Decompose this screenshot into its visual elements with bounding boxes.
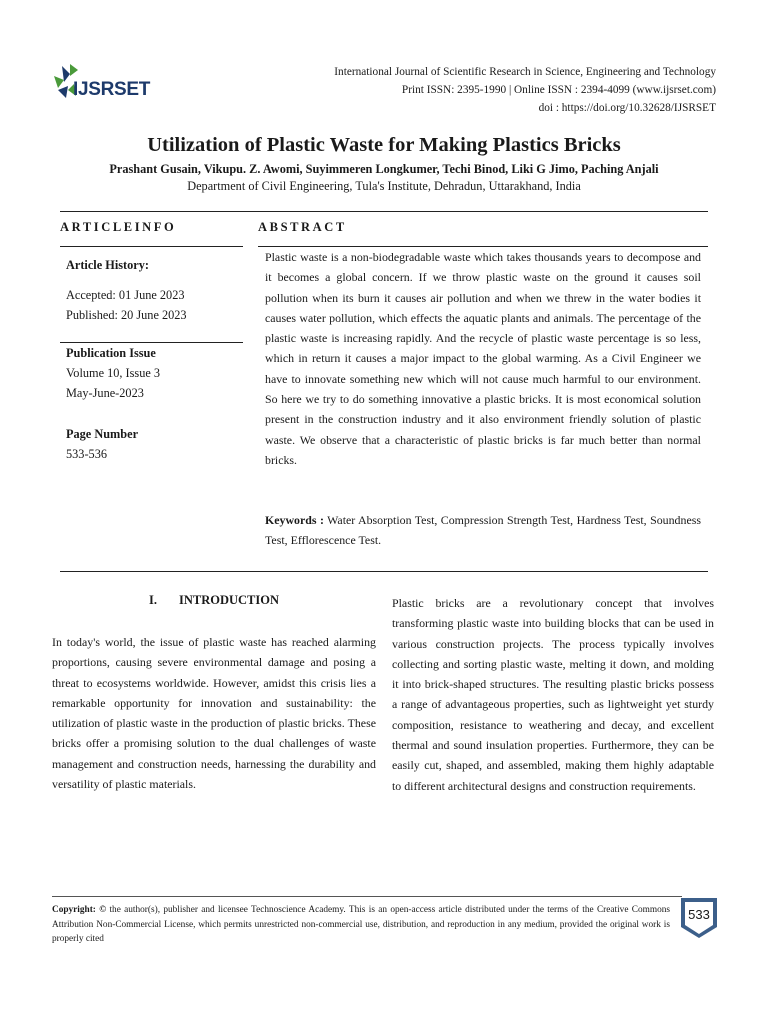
keywords	[265, 510, 701, 551]
abstract-bottom-divider	[60, 571, 708, 572]
copyright-label: Copyright: ©	[52, 905, 107, 915]
period: May-June-2023	[66, 386, 144, 400]
article-history	[66, 255, 187, 325]
header-divider	[60, 211, 708, 212]
journal-info	[334, 63, 716, 117]
pages: 533-536	[66, 447, 107, 461]
intro-left-column: In today's world, the issue of plastic waste has reached alarming proportions, causing severe environmental damage and posing a threat to ecosystems worldwide. However, amidst this crisis lies a remarkable opportunity for innovation and sustainability: the utilization of plastic waste in the production of plastic bricks. These bricks offer a promising solution to the dual challenges of waste management and construction needs, harnessing the durability and versatility of plastic materials.	[52, 635, 376, 792]
publication-label: Publication Issue	[66, 346, 156, 360]
info-divider	[60, 246, 243, 247]
page-number-block	[66, 424, 138, 464]
intro-number: I.	[148, 593, 157, 607]
abstract-text: Plastic waste is a non-biodegradable waste which takes thousands years to decompose and it becomes a global concern. If we throw plastic waste on the ground it causes soil pollution when its burn it causes air pollution and when we threw in the water bodies it causes water pollution, which effects the aquatic plants and animals. The percentage of the plastic waste is increasing rapidly. And the recycle of plastic waste percentage is so less, which in return it causes a major impact to the global warming. As a Civil Engineer we have to innovate something new which will not cause much harmful to our environment. So here we try to do something innovative a plastic bricks. It is most economical solution present in the construction industry and it also environment friendly solution of plastic waste. We observe that a characteristic of plastic bricks is far much better than normal bricks.	[265, 250, 701, 467]
journal-name: International Journal of Scientific Research in Science, Engineering and Technology	[334, 66, 716, 78]
keywords-list: Water Absorption Test, Compression Strength Test, Hardness Test, Soundness Test, Efflorescence Test.	[265, 513, 701, 548]
copyright-text: the author(s), publisher and licensee Technoscience Academy. This is an open-access article distributed under the terms of the Creative Commons Attribution Non-Commercial License, which permits unrestricted non-commercial use, distribution, and reproduction in any medium, provided the original work is properly cited	[52, 905, 670, 944]
intro-right-column: Plastic bricks are a revolutionary concept that involves transforming plastic waste into building blocks that can be used in various construction projects. The process typically involves collecting and sorting plastic waste, melting it down, and molding it into brick-shaped structures. The resulting plastic bricks possess a range of advantageous properties, such as lightweight yet sturdy composition, resistance to weathering and decay, and excellent thermal and sound insulation properties. Furthermore, they can be easily cut, shaped, and assembled, making them highly adaptable to different architectural designs and construction requirements.	[392, 596, 714, 793]
journal-issn: Print ISSN: 2395-1990 | Online ISSN : 2394-4099 (www.ijsrset.com)	[401, 84, 716, 96]
published-date: Published: 20 June 2023	[66, 308, 187, 322]
publication-issue	[66, 343, 160, 403]
page-label: Page Number	[66, 427, 139, 441]
paper-authors: Prashant Gusain, Vikupu. Z. Awomi, Suyimmeren Longkumer, Techi Binod, Liki G Jimo, Paching Anjali	[109, 162, 659, 176]
history-label: Article History:	[66, 258, 149, 272]
article-info-heading: ARTICLEINFO	[60, 220, 177, 234]
keywords-label: Keywords :	[265, 513, 324, 527]
journal-doi: doi : https://doi.org/10.32628/IJSRSET	[538, 102, 716, 114]
paper-affiliation: Department of Civil Engineering, Tula's Institute, Dehradun, Uttarakhand, India	[187, 179, 581, 193]
intro-title: INTRODUCTION	[178, 593, 279, 607]
page-number: 533	[688, 907, 710, 922]
journal-logo	[50, 60, 175, 105]
copyright-notice	[52, 903, 670, 947]
accepted-date: Accepted: 01 June 2023	[66, 288, 185, 302]
logo-text: IJSRSET	[73, 79, 151, 100]
abstract-heading: ABSTRACT	[258, 220, 347, 234]
intro-heading	[52, 593, 376, 608]
volume: Volume 10, Issue 3	[66, 366, 161, 380]
paper-title: Utilization of Plastic Waste for Making Plastics Bricks	[147, 134, 621, 156]
footer-divider	[52, 896, 682, 897]
